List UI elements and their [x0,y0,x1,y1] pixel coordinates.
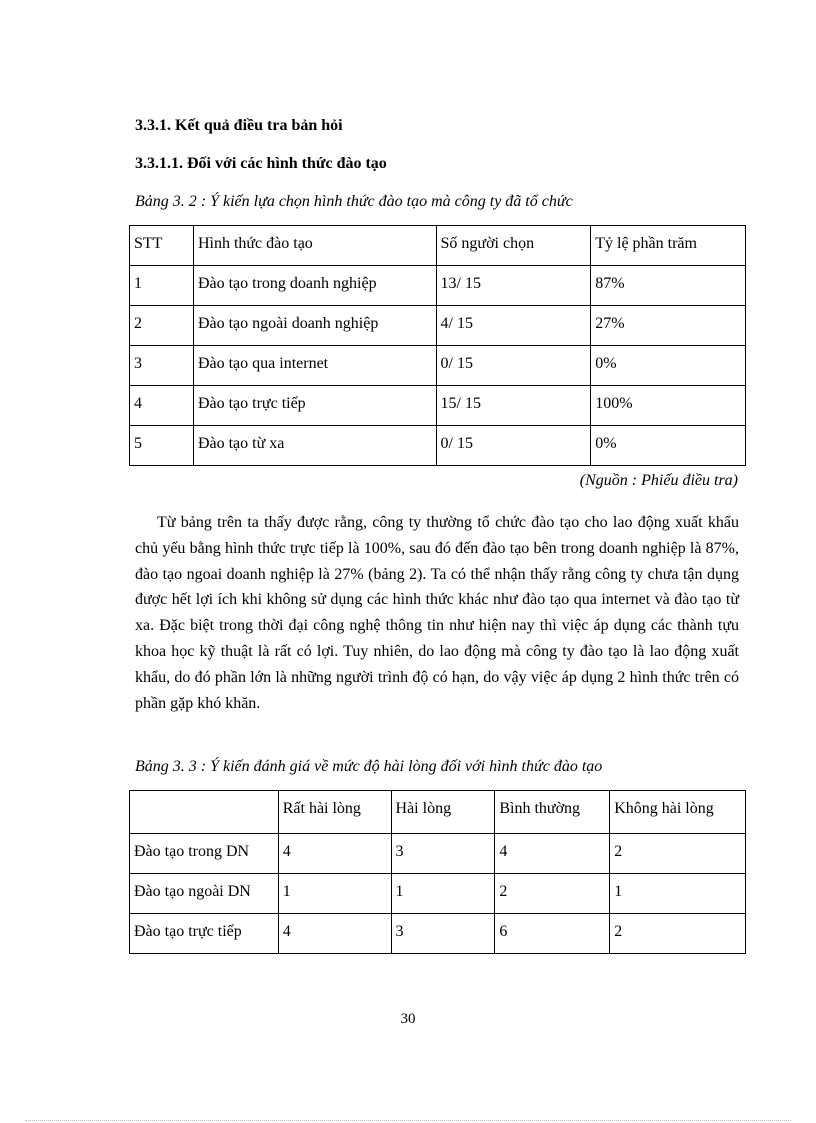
header-cell: Không hài lòng [610,791,746,834]
header-cell: Số người chọn [436,226,591,266]
table-cell: 87% [591,266,746,306]
header-cell: Rất hài lòng [278,791,391,834]
table-cell: Đào tạo ngoài DN [130,874,279,914]
table-cell: Đào tạo ngoài doanh nghiệp [193,306,436,346]
table-cell: 4 [130,386,194,426]
table-cell: 1 [610,874,746,914]
table-header-row [130,226,746,266]
table-cell: 15/ 15 [436,386,591,426]
body-paragraph: Từ bảng trên ta thấy được rằng, công ty thường tổ chức đào tạo cho lao động xuất khẩu chủ yếu bằng hình thức trực tiếp là 100%, sau đó đến đào tạo bên trong doanh nghiệp là 87%, đào tạo ngoai doanh nghiệp là 27% (bảng 2). Ta có thể nhận thấy rằng công ty chưa tận dụng được hết lợi ích khi không sử dụng các hình thức khác như đào tạo qua internet và đào tạo từ xa. Đặc biệt trong thời đại công nghệ thông tin như hiện nay thì việc áp dụng các thành tựu khoa học kỹ thuật là rất có lợi. Tuy nhiên, do lao động mà công ty đào tạo là lao động xuất khẩu, do đó phần lớn là những người trình độ có hạn, do vậy việc áp dụng 2 hình thức trên có phần gặp khó khăn. [135,514,739,712]
table-cell: 3 [391,914,495,954]
training-forms-table [129,225,746,466]
table-cell: Đào tạo trong DN [130,834,279,874]
table-row [130,914,746,954]
table-cell: Đào tạo qua internet [193,346,436,386]
table-cell: 5 [130,426,194,466]
header-cell: Tỷ lệ phần trăm [591,226,746,266]
header-cell: Hài lòng [391,791,495,834]
table-cell: 1 [130,266,194,306]
table-cell: 3 [391,834,495,874]
table-cell: 1 [391,874,495,914]
table-row [130,426,746,466]
table-1-caption: Bảng 3. 2 : Ý kiến lựa chọn hình thức đào tạo mà công ty đã tổ chức [135,193,573,210]
table-cell: 2 [610,834,746,874]
page-bottom-rule [25,1120,791,1121]
table-cell: 0% [591,346,746,386]
table-cell: Đào tạo từ xa [193,426,436,466]
table-row [130,306,746,346]
table-cell: 2 [610,914,746,954]
table-cell: 3 [130,346,194,386]
table-cell: 13/ 15 [436,266,591,306]
table-row [130,266,746,306]
header-cell: Bình thường [495,791,610,834]
section-heading: 3.3.1. Kết quả điều tra bản hỏi [135,117,343,134]
table-cell: 4 [278,834,391,874]
table-cell: 4 [495,834,610,874]
table-1-source: (Nguồn : Phiếu điều tra) [579,472,738,489]
header-cell: Hình thức đào tạo [193,226,436,266]
table-row [130,386,746,426]
table-cell: 2 [495,874,610,914]
table-row [130,874,746,914]
table-cell: Đào tạo trực tiếp [193,386,436,426]
table-cell: 4/ 15 [436,306,591,346]
table-cell: 0/ 15 [436,346,591,386]
table-row [130,834,746,874]
header-cell: STT [130,226,194,266]
table-cell: Đào tạo trực tiếp [130,914,279,954]
table-cell: 6 [495,914,610,954]
table-cell: 2 [130,306,194,346]
table-cell: 4 [278,914,391,954]
table-row [130,346,746,386]
table-2-caption: Bảng 3. 3 : Ý kiến đánh giá về mức độ hài lòng đối với hình thức đào tạo [135,758,603,775]
table-cell: 0% [591,426,746,466]
page-number: 30 [400,1011,416,1027]
subsection-heading: 3.3.1.1. Đối với các hình thức đào tạo [135,155,387,172]
satisfaction-table [129,790,746,954]
table-header-row [130,791,746,834]
table-cell: 27% [591,306,746,346]
table-cell: Đào tạo trong doanh nghiệp [193,266,436,306]
header-cell [130,791,279,834]
table-cell: 100% [591,386,746,426]
table-cell: 0/ 15 [436,426,591,466]
table-cell: 1 [278,874,391,914]
